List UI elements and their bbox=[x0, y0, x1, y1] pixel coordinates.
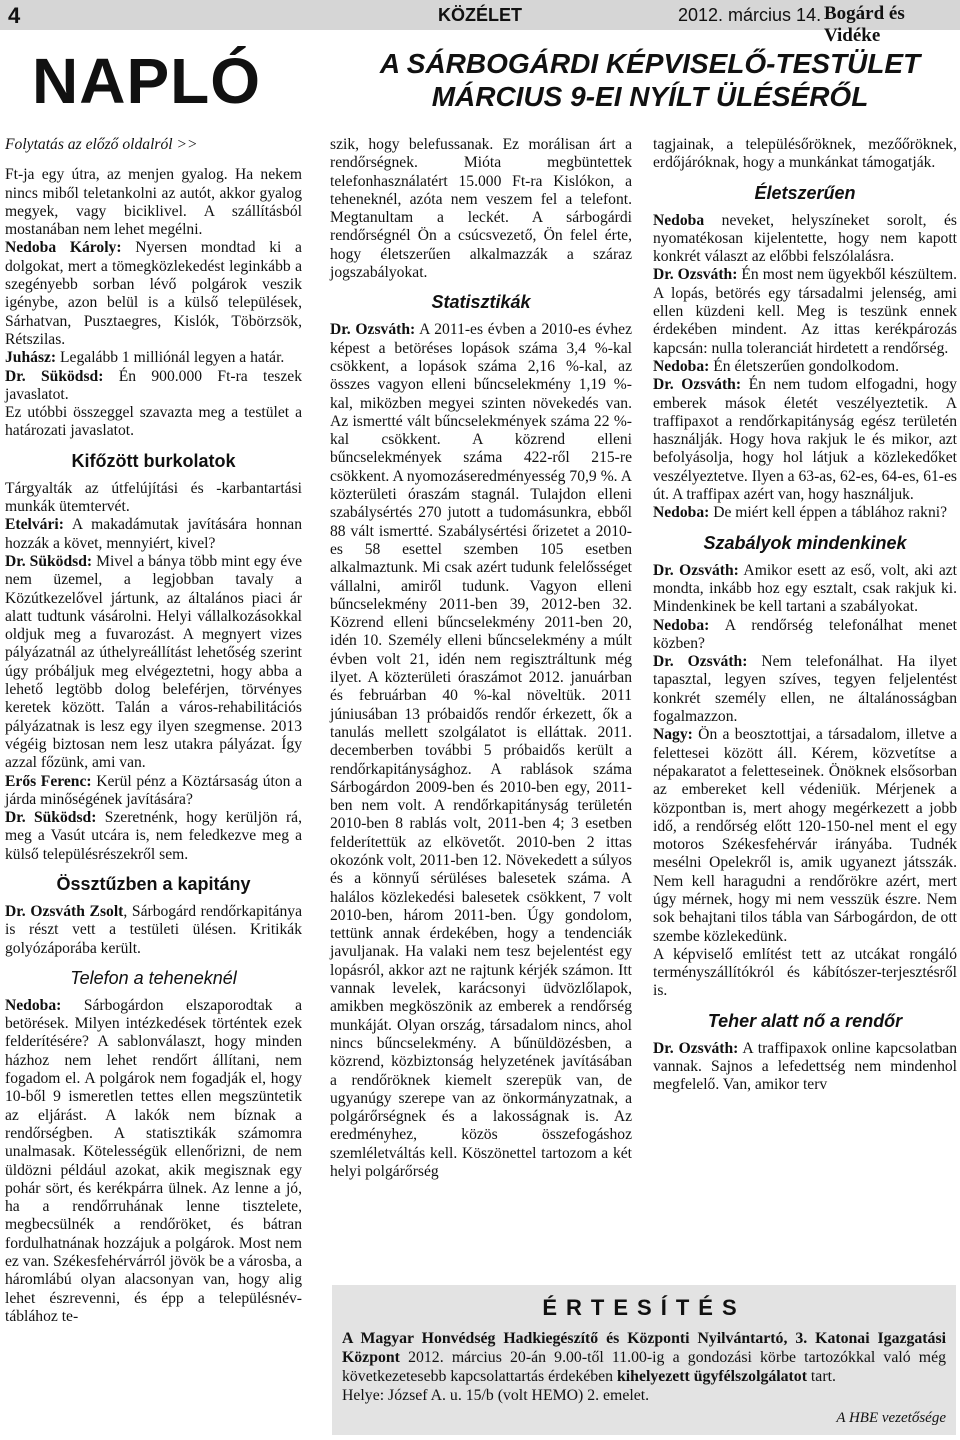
speech: A rendőrség telefonálhat menet közben? bbox=[653, 616, 957, 652]
notice-text: 2012. március 20-án 9.00-től 11.00-ig a gondozási körbe tartozókkal való még következetesebb kapcsolattartás érdekében bbox=[342, 1349, 946, 1385]
speech: Szeretnénk, hogy kerüljön rá, meg a Vasút utcára is, nem feledkezve meg a külső településrészekről sem. bbox=[5, 809, 302, 863]
column-3 bbox=[653, 136, 957, 1095]
speaker: Dr. Ozsváth: bbox=[330, 321, 416, 339]
notice-body bbox=[342, 1329, 946, 1405]
speaker: Nedoba: bbox=[653, 504, 710, 522]
continued-note: Folytatás az előző oldalról >> bbox=[5, 136, 198, 153]
issue-date: 2012. március 14. bbox=[678, 5, 822, 25]
speaker: Nagy: bbox=[653, 726, 693, 744]
section-label: KÖZÉLET bbox=[438, 5, 522, 25]
speaker: Dr. Süködsd: bbox=[5, 809, 97, 827]
notice-location: Helye: József A. u. 15/b (volt HEMO) 2. emelet. bbox=[342, 1387, 650, 1404]
paragraph bbox=[653, 266, 957, 357]
subheading-ossztuz: Össztűzben a kapitány bbox=[56, 873, 251, 894]
main-headline bbox=[350, 47, 950, 113]
speech: Nyersen mondtad ki a dolgokat, mert a tömegközlekedést leginkább a szegényebb sorban lévő polgárok veszik igénybe, azon belül is a külső települések, Sárhatvan, Pusztaegres, Kislók, Töbörzsök, Rétszilas. bbox=[5, 239, 302, 348]
speaker: Erős Ferenc: bbox=[5, 772, 92, 790]
speaker: Etelvári: bbox=[5, 516, 64, 534]
paper-name: Bogárd és Vidéke bbox=[824, 3, 905, 46]
headline-line-1: A SÁRBOGÁRDI KÉPVISELŐ-TESTÜLET bbox=[379, 48, 921, 79]
paragraph bbox=[5, 368, 302, 405]
notice-title: ÉRTESÍTÉS bbox=[542, 1295, 746, 1320]
speech: Kerül pénz a Köztársaság úton a járda minőségének javítására? bbox=[5, 772, 302, 808]
speech: Én életszerűen gondolkodom. bbox=[709, 357, 900, 375]
notice-text: tart. bbox=[806, 1368, 836, 1385]
paragraph bbox=[653, 376, 957, 504]
subheading-statisztikak: Statisztikák bbox=[431, 292, 531, 313]
speech: Legalább 1 milliónál legyen a határ. bbox=[56, 349, 285, 367]
paragraph bbox=[5, 516, 302, 553]
paragraph: szik, hogy belefussanak. Ez morálisan árt a rendőrségnek. Mióta megbüntettek telefonhasználatért 15.000 Ft-ra Kislókon, a teheneknél, azóta nem veszem fel a telefont. Megtanultam a leckét. A sárbogárdi rendőrségnél Ön a csúcsvezető, Ön felel érte, hogy életszerűen alkalmazzák a száraz jogszabályokat. bbox=[330, 136, 632, 282]
speech: Sárbogárdon elszaporodtak a betörések. Milyen intézkedések történtek ezek felderítésére? A sablonválaszt, hogy minden házhoz nem lehet rendőrt állítani, nem fogadom el. A polgárok nem fogadják el, hogy 10-ből 9 ismeretlen tettes ellen megszüntetik az eljárást. A lakók nem bíznak a rendőrségben. A statisztikák számomra unalmasak. Kötelességük ellenőrizni, de nem üldözni például azokat, akik megisznak egy pohár sört, és kerékpárra ülnek. Az lenne a jó, ha a rendőrruhának lenne tisztelete, megbecsülnék a rendőröket, és bátran fordulhatnának hozzájuk a polgárok. Most nem ez van. Székesfehérvárról jövök be a városba, a háromlábú olyan alacsonyan van, hogy alig lehet észrevenni, és épp a településnév-táblához te- bbox=[5, 996, 302, 1325]
paragraph: Ft-ja egy útra, az menjen gyalog. Ha nekem nincs miből teletankolni az autót, akkor gyalog megyek, vagy biciklivel. A szállításból mostanában nem lehet megélni. bbox=[5, 166, 302, 239]
paragraph bbox=[653, 653, 957, 726]
paragraph bbox=[5, 809, 302, 864]
paragraph bbox=[653, 617, 957, 654]
paragraph bbox=[653, 562, 957, 617]
speech: Amikor esett az eső, volt, aki azt mondta, inkább hoz egy esztalt, csak rakjuk ki. Mindenkinek be kell tartani a szabályokat. bbox=[653, 561, 957, 616]
speaker: Nedoba: bbox=[653, 357, 710, 375]
paragraph bbox=[653, 212, 957, 267]
speaker: Nedoba: bbox=[5, 996, 62, 1014]
speech: , Sárbogárd rendőrkapitánya is részt vett a testületi ülésen. Kritikák golyózáporába került. bbox=[5, 902, 302, 957]
paragraph: A képviselő említést tett az utcákat rongáló terményszállítókról és kábítószer-terjesztésről is. bbox=[653, 945, 957, 1000]
paragraph bbox=[653, 726, 957, 946]
speech: neveket, helyszíneket sorolt, és nyomatékosan kijelentette, hogy nem kapott konkrét választ az előbbi felszólalásra. bbox=[653, 211, 957, 266]
subheading-kifozott: Kifőzött burkolatok bbox=[71, 450, 236, 471]
paragraph bbox=[5, 553, 302, 773]
speech: A 2011-es évben a 2010-es évhez képest a betöréses lopások száma 3,4 %-kal csökkent, a lopások száma 2,16 %-kal, az összes vagyon elleni bűncselekmény 1,19 %-kal, miközben megyei szinten növekedés van. Az ismertté vált bűncselekmények száma 22 %-kal csökkent. A közrend elleni bűncselekmények száma 422-ről 215-re csökkent. A nyomozáseredményesség 70,9 %. A közterületi óraszám stagnál. Tulajdon elleni szabálysértés 270 jutott a tudomásunkra, ebből 88 vált ismertté. Szabálysértési őrizetet a 2010-es 58 esettel szemben 105 esetben alkalmaztunk. Mi csak azért tudunk felelősséget vállalni, amiről tudunk. Vagyon elleni bűncselekmény 2011-ben 39, 2012-ben 32. Közrend elleni bűncselekmény 2011-ben 20, idén 10. Személy elleni bűncselekmény a múlt évben volt 21, idén nem regisztráltunk még ilyet. A közterületi óraszámot 2012. januárban és februárban 40 %-kal növeltük. 2011 júniusában 13 próbaidős rendőr érkezett, ők a tanulás mellett szolgálatot is elláttak. 2011. decemberben további 5 próbaidős került a rendőrkapitánysághoz. A rablások száma Sárbogárdon 2009-ben és 2010-ben egy, 2011-ben nem volt. A rendőrkapitányság területén 2010-ben 8 rablás volt, 2011-ben 4; 3 esetben felderítettük az elkövetőt. 2010-ben 2 ittas okozónk volt, 2011-ben 12. Növekedett a súlyos és a könnyű sérüléses balesetek száma. A halálos közlekedési balesetek csökkent, 7 volt 2010-ben, három 2011-ben. Úgy gondolom, tettünk annak érdekében, hogy a tendenciák javuljanak. Ha valaki nem tesz bejelentést egy lopásról, akkor azt ne rajtunk kérjék számon. Itt vannak levelek, karácsonyi üdvözlőlapok, amikben megköszönik az emberek a rendőrség munkáját. Olyan ország, társadalom nincs, ahol nincs bűncselekmény. A bűnüldözésben, a közrend, közbiztonság helyzetének javításában a rendőröknek kiemelt szerepük van, de ugyanúgy szerepe van az önkormányzatnak, a polgárőrségnek és a lakosságnak is. Az eredményhez, közös összefogáshoz szemléletváltás kell. Köszönettel tartozom a két helyi polgárőrség bbox=[330, 321, 632, 1181]
speaker: Dr. Ozsváth: bbox=[653, 561, 739, 579]
notice-service: kihelyezett ügyfélszolgálatot bbox=[617, 1368, 807, 1385]
naplo-title: NAPLÓ bbox=[32, 45, 261, 117]
speaker: Dr. Ozsváth: bbox=[653, 376, 742, 394]
speaker: Dr. Süködsd: bbox=[5, 367, 104, 385]
speech: Én most nem ügyekből készültem. A lopás, betörés egy társadalmi jelenség, ami ellen küzdeni kell. Meg is teszünk ennek érdekében mindent. Az ittas kerékpározás kapcsán: nulla toleranciát hirdetett a rendőrség. bbox=[653, 266, 957, 357]
headline-line-2: MÁRCIUS 9-EI NYÍLT ÜLÉSÉRŐL bbox=[431, 81, 869, 112]
speaker: Nedoba bbox=[653, 211, 705, 229]
paragraph bbox=[653, 504, 957, 522]
speech: Nem telefonálhat. Ha ilyet tapasztal, legyen szíves, tegyen feljelentést konkrét személy ellen, ne általánosságban fogalmazzon. bbox=[653, 653, 957, 726]
speech: A traffipaxok online kapcsolatban vannak. Sajnos a lefedettség nem mindenhol megfelelő. Van, amikor terv bbox=[653, 1039, 957, 1094]
speaker: Dr. Ozsváth Zsolt bbox=[5, 902, 124, 920]
speech: Mivel a bánya több mint egy éve nem üzemel, a legjobban tavaly a Közútkezelővel jártunk, az általános piaci ár alatt tudtunk vásárolni. Helyi vállalkozásokkal oldjuk meg a fuvarozást. A megnyert vizes pályázatnál az úthelyreállítást lehetőség szerint úgy próbáljuk meg elvégeztetni, hogy abba a lehető legtöbb dolog beleférjen, törvényes keretek között. Talán a város-rehabilitációs pályázatnak is lesz egy ilyen szegmense. 2013 végéig biztosan nem lesz utakra pályázat. Így azzal főzünk, ami van. bbox=[5, 552, 302, 772]
speaker: Nedoba: bbox=[653, 616, 710, 634]
speech: De miért kell éppen a táblához rakni? bbox=[709, 504, 948, 522]
paragraph bbox=[5, 903, 302, 958]
subheading-eletszeruen: Életszerűen bbox=[754, 182, 856, 203]
page-number: 4 bbox=[8, 3, 21, 28]
paragraph: Tárgyalták az útfelújítási és -karbantartási munkák ütemtervét. bbox=[5, 479, 302, 516]
paragraph bbox=[5, 349, 302, 367]
notice-org: A Magyar Honvédség Hadkiegészítő és Központi Nyilvántartó, 3. Katonai Igazgatási Központ bbox=[342, 1330, 946, 1366]
speaker: Dr. Ozsváth: bbox=[653, 1039, 739, 1057]
paragraph bbox=[5, 239, 302, 349]
subheading-teher: Teher alatt nő a rendőr bbox=[707, 1010, 903, 1031]
speaker: Nedoba Károly: bbox=[5, 239, 122, 257]
paragraph bbox=[330, 321, 632, 1181]
column-1 bbox=[5, 136, 302, 1326]
speaker: Dr. Ozsváth: bbox=[653, 266, 738, 284]
page-header bbox=[0, 0, 960, 46]
speech: Ön a beosztottjai, a társadalom, illetve a felettesei között áll. Kérem, közvetítse a népakaratot a feletteseinek. Önöknek elsősorban az embereket kell védeniük. Mérjenek a központban is, mert ahogy megérkezett a jobb idő, a rendőrség előtt 120-150-nel ment el egy motoros Székesfehérvár irányába. Tudnék mesélni Opelekről is, amik ugyanezt játsszák. Nem kell haragudni a rendőrökre azért, mert úgy mérnek, hogy mi nem vesszük észre. Nem sok behajtani tilos tábla van Sárbogárdon, de ott szembe közlekedünk. bbox=[653, 726, 957, 945]
speaker: Dr. Ozsváth: bbox=[653, 653, 748, 671]
notice-paragraph bbox=[342, 1329, 946, 1386]
speaker: Juhász: bbox=[5, 349, 57, 367]
subheading-telefon: Telefon a teheneknél bbox=[70, 967, 237, 988]
paragraph bbox=[5, 773, 302, 810]
paragraph bbox=[653, 358, 957, 376]
column-2 bbox=[330, 136, 632, 1181]
notice-box bbox=[332, 1285, 956, 1435]
speech: Én nem tudom elfogadni, hogy emberek mások életét veszélyeztetik. A traffipaxot a rendőrkapitányság egész területén használják. Hogy hova rakjuk le és mikor, azt befolyásolja, hogy hol látjuk a közlekedőket veszélyeztetve. Ilyen a 63-as, 62-es, 64-es, 61-es út. A traffipax azért van, hogy használjuk. bbox=[653, 376, 957, 504]
speaker: Dr. Süködsd: bbox=[5, 552, 93, 570]
speech: Én 900.000 Ft-ra teszek javaslatot. bbox=[5, 367, 303, 403]
subheading-szabalyok: Szabályok mindenkinek bbox=[703, 532, 907, 553]
paragraph: Ez utóbbi összeggel szavazta meg a testület a határozati javaslatot. bbox=[5, 404, 302, 440]
paragraph: tagjainak, a településőröknek, mezőőröknek, erdőjáróknak, hogy a munkánkat támogatják. bbox=[653, 136, 957, 172]
speech: A makadámutak javítására honnan hozzák a követ, mennyiért, kivel? bbox=[5, 516, 302, 552]
paragraph bbox=[653, 1040, 957, 1095]
paragraph bbox=[5, 997, 302, 1326]
notice-signature: A HBE vezetősége bbox=[836, 1410, 946, 1426]
